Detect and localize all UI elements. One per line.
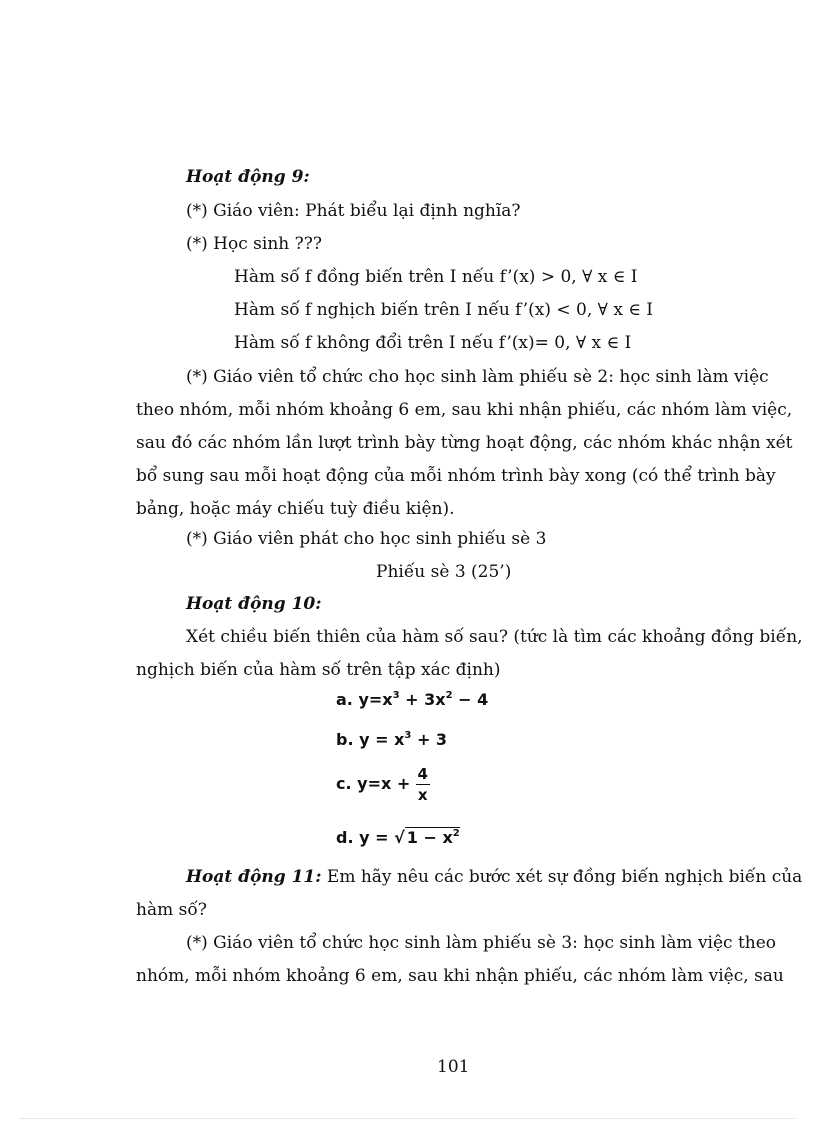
task-line-2: nghịch biến của hàm số trên tập xác định) [136, 660, 501, 680]
formula-d-lhs: y = [359, 828, 395, 847]
formula-d-inner: 1 − x [406, 828, 453, 847]
worksheet-title: Phiếu sè 3 (25’) [376, 562, 512, 582]
formula-b-label: b. [336, 730, 354, 749]
formula-c-denominator: x [417, 786, 428, 804]
page-number: 101 [437, 1057, 470, 1077]
formula-d-radicand [405, 827, 460, 847]
formula-a-exp2: 2 [445, 690, 453, 701]
paragraph-1-line-2: theo nhóm, mỗi nhóm khoảng 6 em, sau khi nhận phiếu, các nhóm làm việc, [136, 400, 793, 420]
paragraph-1-line-5: bảng, hoặc máy chiếu tuỳ điều kiện). [136, 499, 455, 519]
paragraph-2-line-2: nhóm, mỗi nhóm khoảng 6 em, sau khi nhận phiếu, các nhóm làm việc, sau [136, 966, 784, 986]
definition-constant: Hàm số f không đổi trên I nếu f’(x)= 0, ∀ x ∈ I [234, 333, 632, 353]
hoat-dong-11-text: Em hãy nêu các bước xét sự đồng biến nghịch biến của [321, 867, 803, 887]
formula-a-mid: + 3x [399, 690, 446, 709]
formula-d-exp: 2 [452, 828, 460, 839]
teacher-hands-out: (*) Giáo viên phát cho học sinh phiếu sè 3 [186, 529, 547, 549]
heading-hoat-dong-9: Hoạt động 9: [186, 167, 310, 187]
formula-d [336, 828, 460, 847]
formula-b-rest: + 3 [411, 730, 448, 749]
heading-hoat-dong-11: Hoạt động 11: [186, 867, 322, 887]
definition-increasing: Hàm số f đồng biến trên I nếu f’(x) > 0, ∀ x ∈ I [234, 267, 638, 287]
formula-c-lhs: y=x + [357, 774, 416, 793]
teacher-question: (*) Giáo viên: Phát biểu lại định nghĩa? [186, 201, 521, 221]
formula-d-radical: √ [394, 828, 405, 847]
heading-hoat-dong-10: Hoạt động 10: [186, 594, 322, 614]
task-line-1: Xét chiều biến thiên của hàm số sau? (tức là tìm các khoảng đồng biến, [186, 627, 803, 647]
paragraph-2-line-1: (*) Giáo viên tổ chức học sinh làm phiếu sè 3: học sinh làm việc theo [186, 933, 777, 953]
formula-b [336, 730, 447, 749]
formula-c-numerator: 4 [417, 765, 428, 783]
paragraph-1-line-4: bổ sung sau mỗi hoạt động của mỗi nhóm trình bày xong (có thể trình bày [136, 466, 776, 486]
paragraph-1-line-3: sau đó các nhóm lần lượt trình bày từng hoạt động, các nhóm khác nhận xét [136, 433, 793, 453]
hoat-dong-11-line-2: hàm số? [136, 900, 207, 920]
formula-c-label: c. [336, 774, 352, 793]
page-bottom-divider [20, 1118, 796, 1119]
definition-decreasing: Hàm số f nghịch biến trên I nếu f’(x) < 0, ∀ x ∈ I [234, 300, 654, 320]
hoat-dong-11-line-1 [186, 866, 803, 888]
formula-b-exp1: 3 [404, 730, 412, 741]
formula-a [336, 690, 488, 709]
paragraph-1-line-1: (*) Giáo viên tổ chức cho học sinh làm phiếu sè 2: học sinh làm việc [186, 367, 769, 387]
formula-c [336, 764, 430, 805]
formula-d-label: d. [336, 828, 354, 847]
formula-a-exp1: 3 [392, 690, 400, 701]
student-answer: (*) Học sinh ??? [186, 234, 322, 254]
formula-c-fraction [416, 764, 430, 805]
formula-b-lhs: y = x [359, 730, 405, 749]
formula-a-rest: − 4 [452, 690, 489, 709]
formula-a-lhs: y=x [358, 690, 393, 709]
formula-a-label: a. [336, 690, 353, 709]
